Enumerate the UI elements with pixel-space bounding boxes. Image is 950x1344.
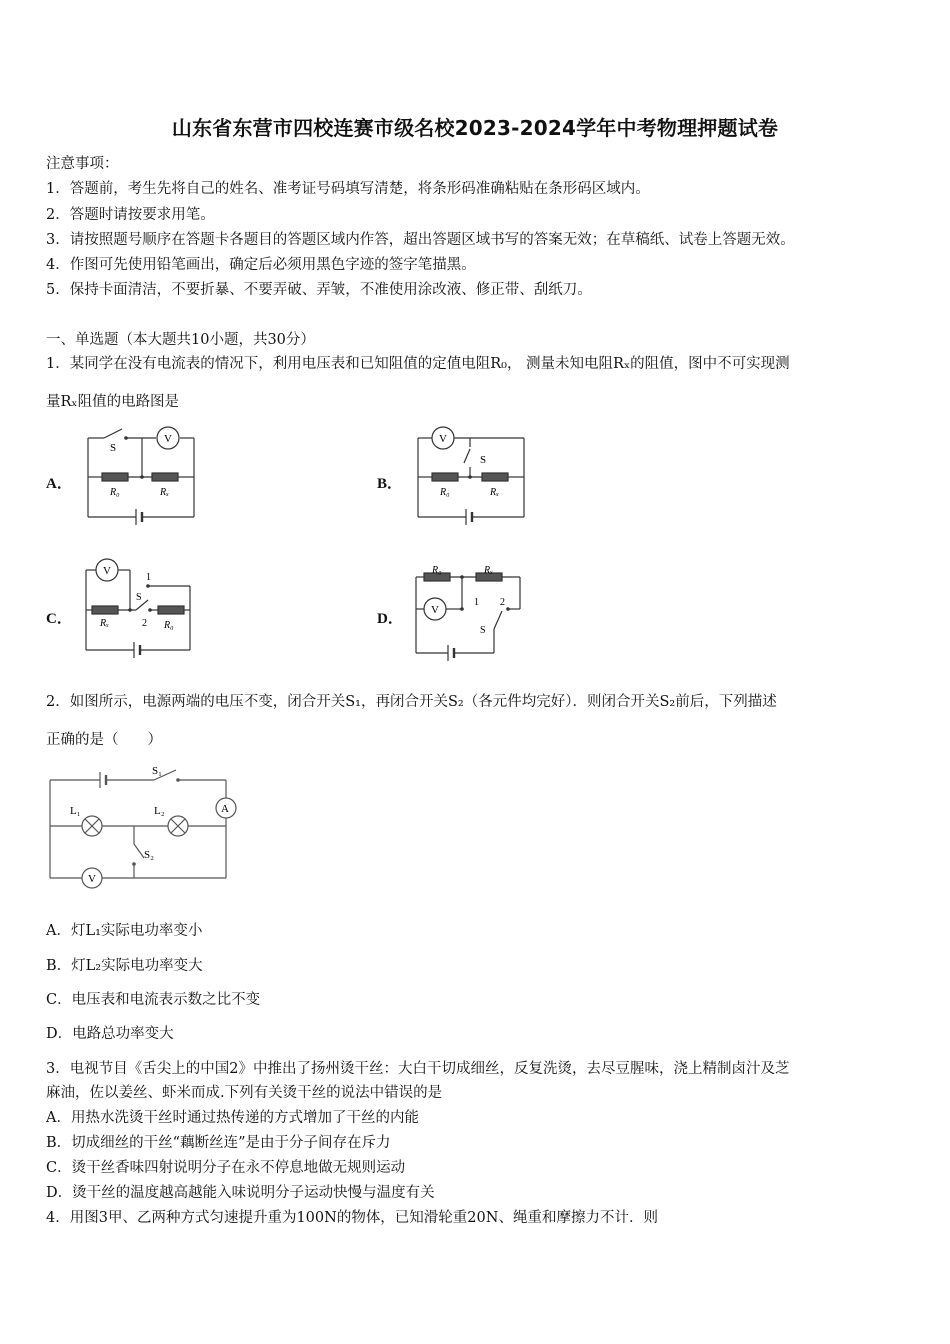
circuit-a-rx-label: Rₓ bbox=[160, 487, 169, 498]
circuit-c-voltmeter-label: V bbox=[103, 565, 111, 577]
q2-option-d: D．电路总功率变大 bbox=[46, 1026, 174, 1042]
q2-option-b: B．灯L₂实际电功率变大 bbox=[46, 958, 203, 974]
circuit-c-rx-label: Rₓ bbox=[100, 618, 109, 629]
q2-text-line1: 2．如图所示，电源两端的电压不变，闭合开关S₁，再闭合开关S₂（各元件均完好）．则闭合开关S₂前后，下列描述 bbox=[46, 694, 777, 710]
section-heading: 一、单选题（本大题共10小题，共30分） bbox=[46, 332, 315, 348]
q1-text-line1: 1．某同学在没有电流表的情况下，利用电压表和已知阻值的定值电阻R₀， 测量未知电阻Rₓ的阻值，图中不可实现测 bbox=[46, 356, 790, 372]
circuit-b-diagram bbox=[410, 425, 540, 525]
q3-text-line2: 麻油，佐以姜丝、虾米而成.下列有关烫干丝的说法中错误的是 bbox=[46, 1085, 443, 1101]
circuit-c-r0-label: R₀ bbox=[164, 620, 174, 631]
circuit-d-pos2-label: 2 bbox=[500, 597, 505, 608]
circuit-d-rx-label: Rₓ bbox=[484, 565, 493, 576]
circuit-d-pos1-label: 1 bbox=[474, 597, 479, 608]
q2-text-line2: 正确的是（ ） bbox=[46, 732, 162, 748]
circuit-c-pos1-label: 1 bbox=[146, 572, 151, 583]
circuit-d-diagram bbox=[408, 565, 538, 665]
circuit-b-voltmeter-label: V bbox=[439, 433, 447, 445]
q2-s1-label: S₁ bbox=[152, 765, 162, 777]
q3-option-a: A．用热水洗烫干丝时通过热传递的方式增加了干丝的内能 bbox=[46, 1110, 419, 1126]
notice-item: 2．答题时请按要求用笔。 bbox=[46, 207, 215, 223]
q2-l2-label: L₂ bbox=[154, 805, 165, 817]
notice-item: 3．请按照题号顺序在答题卡各题目的答题区域内作答，超出答题区域书写的答案无效；在草稿纸、试卷上答题无效。 bbox=[46, 232, 795, 248]
q1-option-c-label: C． bbox=[46, 611, 72, 627]
circuit-b-r0-label: R₀ bbox=[440, 487, 450, 498]
circuit-a-r0-label: R₀ bbox=[110, 487, 120, 498]
circuit-d-voltmeter-label: V bbox=[431, 604, 439, 616]
q2-circuit-diagram bbox=[44, 760, 244, 900]
notice-item: 1．答题前，考生先将自己的姓名、准考证号码填写清楚，将条形码准确粘贴在条形码区域内。 bbox=[46, 181, 650, 197]
notice-item: 4．作图可先使用铅笔画出，确定后必须用黑色字迹的签字笔描黑。 bbox=[46, 257, 476, 273]
q2-l1-label: L₁ bbox=[70, 805, 81, 817]
page-title: 山东省东营市四校连赛市级名校2023-2024学年中考物理押题试卷 bbox=[171, 116, 779, 140]
q3-option-d: D．烫干丝的温度越高越能入味说明分子运动快慢与温度有关 bbox=[46, 1185, 435, 1201]
circuit-a-switch-label: S bbox=[110, 442, 117, 454]
q3-text-line1: 3．电视节目《舌尖上的中国2》中推出了扬州烫干丝：大白干切成细丝，反复洗烫，去尽豆腥味，浇上精制卤汁及芝 bbox=[46, 1061, 790, 1077]
q1-option-d-label: D． bbox=[377, 611, 403, 627]
circuit-a-diagram bbox=[80, 425, 210, 525]
circuit-c-diagram bbox=[78, 558, 218, 658]
q2-voltmeter-label: V bbox=[88, 873, 96, 885]
q4-text-line1: 4．用图3甲、乙两种方式匀速提升重为100N的物体，已知滑轮重20N、绳重和摩擦力不计．则 bbox=[46, 1210, 658, 1226]
q2-option-c: C．电压表和电流表示数之比不变 bbox=[46, 992, 261, 1008]
circuit-d-switch-label: S bbox=[480, 625, 486, 636]
circuit-c-pos2-label: 2 bbox=[142, 618, 147, 629]
q3-option-c: C．烫干丝香味四射说明分子在永不停息地做无规则运动 bbox=[46, 1160, 406, 1176]
notice-item: 5．保持卡面清洁，不要折暴、不要弄破、弄皱，不准使用涂改液、修正带、刮纸刀。 bbox=[46, 282, 592, 298]
notice-heading: 注意事项： bbox=[46, 156, 119, 172]
q3-option-b: B．切成细丝的干丝“藕断丝连”是由于分子间存在斥力 bbox=[46, 1135, 391, 1151]
circuit-a-voltmeter-label: V bbox=[164, 433, 172, 445]
q2-ammeter-label: A bbox=[221, 803, 229, 815]
circuit-c-switch-label: S bbox=[136, 592, 142, 603]
q1-option-a-label: A． bbox=[46, 476, 72, 492]
circuit-b-rx-label: Rₓ bbox=[490, 487, 499, 498]
q1-option-b-label: B． bbox=[377, 476, 403, 492]
q2-option-a: A．灯L₁实际电功率变小 bbox=[46, 923, 203, 939]
q1-text-line2: 量Rₓ阻值的电路图是 bbox=[46, 394, 180, 410]
circuit-b-switch-label: S bbox=[480, 454, 487, 466]
q2-s2-label: S₂ bbox=[144, 849, 154, 861]
circuit-d-r0-label: R₀ bbox=[432, 565, 442, 576]
